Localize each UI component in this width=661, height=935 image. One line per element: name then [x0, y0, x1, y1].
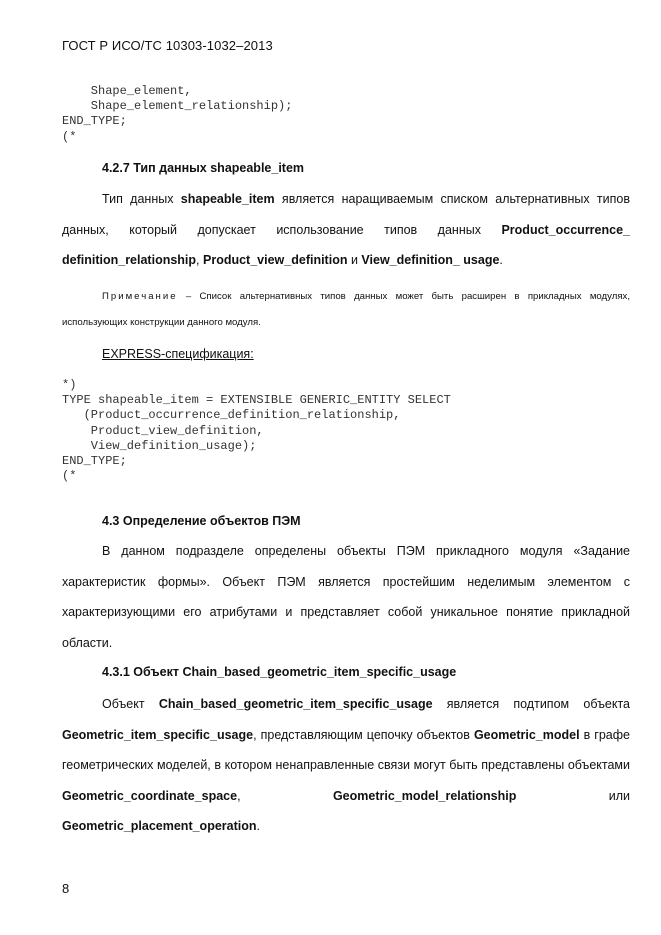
code-line: (* — [62, 129, 77, 144]
body-paragraph: Объект Chain_based_geometric_item_specific_usage является подтипом объекта Geometric_item_specific_usage, представляющим цепочку объектов Geometric_model в графе геометрических моделей, в котором ненаправленные связи могут быть представлены объектами Geometric_coordinate_space, Geometric_model_relationship или Geometric_placement_operation. — [62, 697, 630, 833]
code-line: Shape_element, — [62, 84, 192, 98]
note-text: – Список альтернативных типов данных может быть расширен в прикладных модулях, использующих конструкции данного модуля. — [62, 291, 630, 328]
body-paragraph: Тип данных shapeable_item является наращиваемым списком альтернативных типов данных, который допускает использование типов данных Product_occurrence_ definition_relationship, Product_view_definition и View_definition_ usage. — [62, 192, 630, 267]
code-line: END_TYPE; — [62, 454, 127, 469]
express-code-block — [62, 84, 292, 145]
body-paragraph: В данном подразделе определены объекты ПЭМ прикладного модуля «Задание характеристик формы». Объект ПЭМ является простейшим неделимым элементом с характеризующими его атрибутами и представляет собой уникальное понятие прикладной области. — [62, 544, 630, 650]
code-line: END_TYPE; — [62, 114, 127, 129]
code-line: Product_view_definition, — [62, 423, 264, 438]
express-code-block — [62, 378, 451, 484]
note-paragraph — [62, 284, 630, 336]
document-header: ГОСТ Р ИСО/ТС 10303-1032–2013 — [62, 38, 273, 53]
express-spec-label: EXPRESS-спецификация: — [102, 347, 254, 361]
note-label: Примечание — [102, 291, 178, 302]
code-line: TYPE shapeable_item = EXTENSIBLE GENERIC_ENTITY SELECT — [62, 393, 451, 408]
section-heading: 4.3.1 Объект Chain_based_geometric_item_specific_usage — [102, 665, 457, 679]
section-heading: 4.3 Определение объектов ПЭМ — [102, 514, 301, 528]
code-line: *) — [62, 378, 77, 392]
code-line: (Product_occurrence_definition_relationship, — [62, 408, 401, 423]
code-line: View_definition_usage); — [62, 438, 257, 453]
page-number: 8 — [62, 881, 70, 896]
code-line: Shape_element_relationship); — [62, 99, 293, 114]
section-heading: 4.2.7 Тип данных shapeable_item — [102, 161, 305, 175]
code-line: (* — [62, 469, 77, 484]
